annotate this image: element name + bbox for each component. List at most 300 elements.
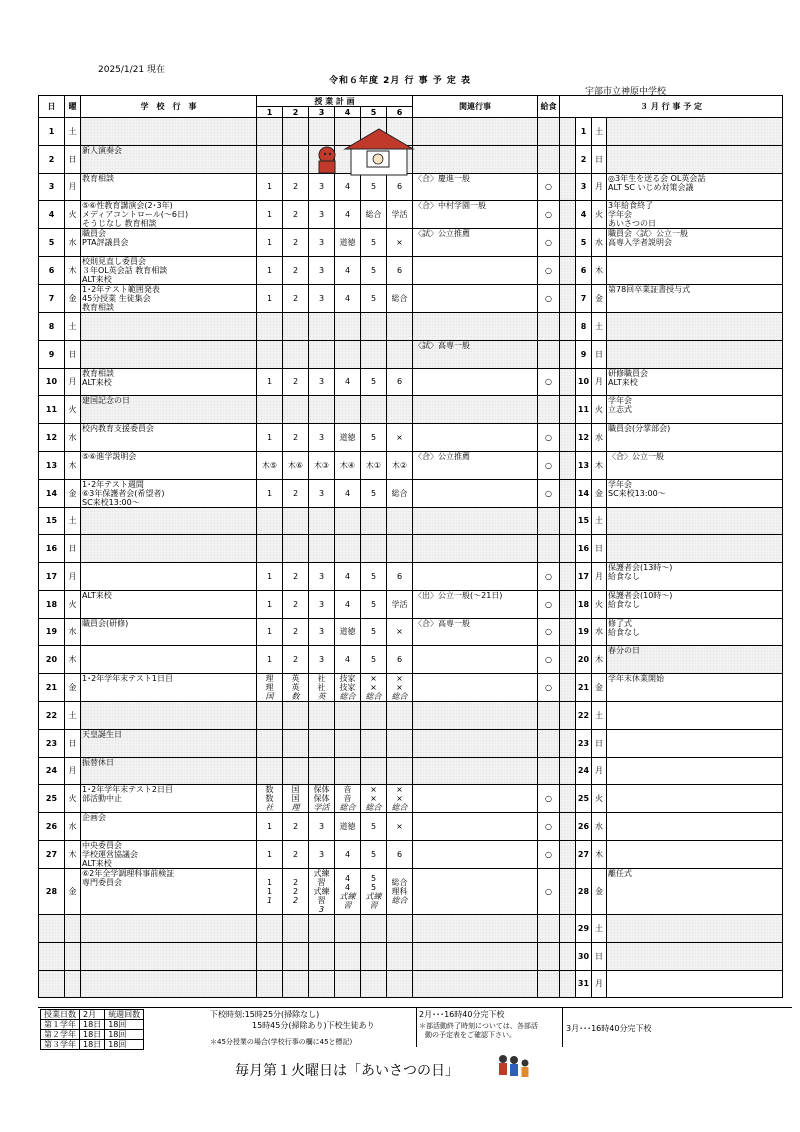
- march-weekday-cell: 日: [592, 145, 607, 173]
- march-weekday-cell: 日: [592, 340, 607, 368]
- march-event-cell: [607, 118, 783, 146]
- period-cell: [335, 340, 361, 368]
- page-title: 令和６年度 2月 行 事 予 定 表: [328, 76, 472, 86]
- weekday-cell: 日: [65, 729, 81, 757]
- weekday-cell: 火: [65, 785, 81, 813]
- period-cell: 5: [361, 646, 387, 674]
- separator-cell: [560, 942, 576, 970]
- march-weekday-cell: 水: [592, 618, 607, 646]
- event-line: 職員会(研修): [82, 618, 129, 628]
- summary-cell: 18回: [105, 1020, 144, 1030]
- separator-cell: [560, 118, 576, 146]
- period-cell: [309, 729, 335, 757]
- separator-cell: [560, 424, 576, 452]
- event-line: ⑥2年全学調理科事前検証: [82, 869, 175, 878]
- school-event-cell: [81, 118, 257, 146]
- march-event-cell: [607, 145, 783, 173]
- period-cell: [257, 757, 283, 785]
- day-cell: 15: [39, 507, 65, 535]
- event-line: PTA評議員会: [82, 238, 129, 248]
- school-event-cell: [81, 145, 257, 173]
- period-cell: [283, 757, 309, 785]
- related-event-cell: [413, 563, 538, 591]
- weekday-cell: 金: [65, 674, 81, 702]
- period-line: ×: [370, 683, 377, 692]
- period-cell: [387, 729, 413, 757]
- period-cell: [257, 702, 283, 730]
- related-event-cell: [413, 869, 538, 915]
- period-cell: [257, 785, 283, 813]
- event-line: 部活動中止: [82, 794, 122, 804]
- separator-cell: [560, 785, 576, 813]
- day-cell: 20: [39, 646, 65, 674]
- table-row: [39, 229, 783, 257]
- period-cell: [361, 507, 387, 535]
- march-weekday-cell: 木: [592, 646, 607, 674]
- event-line: ⑤⑥進学説明会: [82, 451, 137, 461]
- weekday-cell: [65, 970, 81, 998]
- period-cell: [309, 915, 335, 943]
- related-event-cell: [413, 118, 538, 146]
- period-cell: [361, 340, 387, 368]
- event-line: 建国記念の日: [82, 396, 130, 406]
- period-cell: [257, 942, 283, 970]
- period-cell: [335, 729, 361, 757]
- march-event-cell: [607, 313, 783, 341]
- lunch-cell: ○: [538, 813, 560, 841]
- event-line: 振替休日: [82, 757, 114, 767]
- period-cell: 2: [283, 368, 309, 396]
- period-cell: 学活: [387, 590, 413, 618]
- table-row: [39, 340, 783, 368]
- weekday-cell: 月: [65, 563, 81, 591]
- related-event-cell: [413, 915, 538, 943]
- march-weekday-cell: 月: [592, 563, 607, 591]
- period-cell: [283, 313, 309, 341]
- period-cell: [335, 507, 361, 535]
- march-event-cell: [607, 618, 783, 646]
- period-cell: [361, 674, 387, 702]
- period-cell: [309, 340, 335, 368]
- related-event-cell: [413, 942, 538, 970]
- table-row: [39, 285, 783, 313]
- march-day-cell: 4: [576, 201, 592, 229]
- period-cell: 2: [283, 229, 309, 257]
- weekday-cell: 水: [65, 424, 81, 452]
- period-line: 1: [266, 878, 273, 887]
- march-weekday-cell: 水: [592, 813, 607, 841]
- school-event-cell: [81, 757, 257, 785]
- separator-cell: [560, 479, 576, 507]
- lunch-cell: [538, 145, 560, 173]
- weekday-cell: 月: [65, 757, 81, 785]
- separator-cell: [560, 813, 576, 841]
- table-row: [39, 674, 783, 702]
- march-event-cell: [607, 563, 783, 591]
- day-cell: 28: [39, 869, 65, 915]
- march-event-cell: [607, 201, 783, 229]
- period-cell: 1: [257, 841, 283, 869]
- weekday-cell: [65, 915, 81, 943]
- event-line: 教育相談: [82, 303, 114, 312]
- separator-cell: [560, 869, 576, 915]
- period-cell: 5: [361, 813, 387, 841]
- separator-cell: [560, 618, 576, 646]
- event-line: 1･2年テスト範囲発表: [82, 285, 160, 294]
- period-cell: [257, 507, 283, 535]
- period-line: 1: [266, 896, 273, 905]
- march-weekday-cell: 月: [592, 970, 607, 998]
- period-line: 式練習: [313, 869, 330, 887]
- period-cell: [309, 757, 335, 785]
- event-line: 校内教育支援委員会: [82, 424, 154, 433]
- lunch-cell: [538, 729, 560, 757]
- period-cell: 4: [335, 173, 361, 201]
- lunch-cell: ○: [538, 869, 560, 915]
- weekday-cell: 日: [65, 535, 81, 563]
- lunch-cell: [538, 313, 560, 341]
- march-day-cell: 29: [576, 915, 592, 943]
- day-cell: 26: [39, 813, 65, 841]
- period-cell: 3: [309, 563, 335, 591]
- day-cell: 24: [39, 757, 65, 785]
- period-cell: [257, 729, 283, 757]
- lesson-days-table: [40, 1009, 144, 1050]
- col-header-day: 日: [39, 96, 65, 118]
- period-cell: 総合: [387, 479, 413, 507]
- lunch-cell: ○: [538, 563, 560, 591]
- period-line: 式練習: [313, 887, 330, 905]
- period-cell: 1: [257, 257, 283, 285]
- period-line: 数: [291, 692, 300, 701]
- period-cell: 6: [387, 563, 413, 591]
- march-day-cell: 22: [576, 702, 592, 730]
- event-line: 1･2年学年末テスト1日目: [82, 674, 173, 683]
- event-line: 校則見直し委員会: [82, 257, 146, 266]
- period-cell: [335, 942, 361, 970]
- period-line: 英: [291, 674, 300, 683]
- march-weekday-cell: 火: [592, 785, 607, 813]
- children-illustration: [496, 1052, 534, 1082]
- march-event-line: 職員会〈試〉公立一般: [608, 229, 688, 239]
- march-event-cell: [607, 970, 783, 998]
- weekday-cell: 火: [65, 396, 81, 424]
- period-number: 6: [387, 107, 413, 118]
- period-line: 総合: [391, 878, 408, 887]
- period-cell: 3: [309, 257, 335, 285]
- related-event-cell: [413, 479, 538, 507]
- period-cell: 5: [361, 285, 387, 313]
- period-cell: 5: [361, 368, 387, 396]
- lunch-cell: ○: [538, 646, 560, 674]
- march-weekday-cell: 金: [592, 674, 607, 702]
- period-cell: [387, 869, 413, 915]
- period-cell: [387, 785, 413, 813]
- day-cell: 17: [39, 563, 65, 591]
- school-event-cell: [81, 646, 257, 674]
- period-line: 総合: [391, 692, 408, 701]
- period-cell: 1: [257, 229, 283, 257]
- event-line: 専門委員会: [82, 878, 122, 887]
- day-cell: 1: [39, 118, 65, 146]
- march-event-line: 学年会: [608, 210, 632, 220]
- event-line: ALT来校: [82, 377, 112, 387]
- weekday-cell: 木: [65, 257, 81, 285]
- day-cell: 18: [39, 590, 65, 618]
- period-cell: [283, 396, 309, 424]
- march-event-cell: [607, 869, 783, 915]
- period-cell: [361, 785, 387, 813]
- school-event-cell: [81, 340, 257, 368]
- event-line: 新人演奏会: [82, 145, 122, 155]
- march-day-cell: 21: [576, 674, 592, 702]
- day-cell: 9: [39, 340, 65, 368]
- event-line: 学校運営協議会: [82, 850, 138, 859]
- period-cell: 3: [309, 173, 335, 201]
- period-cell: 1: [257, 479, 283, 507]
- march-weekday-cell: 火: [592, 201, 607, 229]
- period-line: 国: [265, 692, 274, 701]
- period-line: 数: [265, 785, 274, 795]
- period-number: 4: [335, 107, 361, 118]
- march-weekday-cell: 木: [592, 257, 607, 285]
- period-cell: [257, 869, 283, 915]
- period-cell: [283, 785, 309, 813]
- march-event-line: 立志式: [608, 405, 632, 415]
- period-line: 総合: [365, 803, 382, 813]
- col-header-periods: 授 業 計 画: [257, 96, 413, 107]
- period-cell: 3: [309, 424, 335, 452]
- lunch-cell: ○: [538, 785, 560, 813]
- summary-cell: 第１学年: [41, 1020, 80, 1030]
- period-cell: [309, 535, 335, 563]
- period-cell: 3: [309, 590, 335, 618]
- separator-cell: [560, 285, 576, 313]
- separator-cell: [560, 535, 576, 563]
- period-cell: 木①: [361, 451, 387, 479]
- march-event-line: 3年給食終了: [608, 201, 654, 211]
- table-row: [39, 368, 783, 396]
- period-line: 総合: [339, 692, 356, 701]
- march-day-cell: 28: [576, 869, 592, 915]
- table-row: [39, 590, 783, 618]
- period-line: 保体: [313, 785, 330, 795]
- period-line: ×: [370, 794, 377, 804]
- related-event-cell: [413, 368, 538, 396]
- weekday-cell: 土: [65, 313, 81, 341]
- march-weekday-cell: 水: [592, 229, 607, 257]
- period-line: ×: [396, 674, 403, 683]
- related-event-cell: 〈試〉公立推薦: [413, 229, 538, 257]
- period-cell: ×: [387, 618, 413, 646]
- march-day-cell: 17: [576, 563, 592, 591]
- footer-note: 毎月第１火曜日は「あいさつの日」: [235, 1063, 459, 1079]
- period-cell: [387, 915, 413, 943]
- table-row: [39, 757, 783, 785]
- period-cell: [257, 145, 283, 173]
- leave-time-2: 15時45分(掃除あり)下校生徒あり: [252, 1021, 375, 1030]
- weekday-cell: 土: [65, 118, 81, 146]
- period-cell: 木④: [335, 451, 361, 479]
- period-cell: [361, 757, 387, 785]
- day-cell: 3: [39, 173, 65, 201]
- table-row: [39, 813, 783, 841]
- period-line: 音: [343, 785, 352, 795]
- period-line: 4: [344, 882, 351, 892]
- lunch-cell: ○: [538, 285, 560, 313]
- march-event-cell: [607, 729, 783, 757]
- period-cell: [387, 942, 413, 970]
- march-event-cell: [607, 702, 783, 730]
- school-name: 宇部市立神原中学校: [585, 87, 667, 97]
- period-line: 3: [318, 905, 325, 914]
- day-cell: 25: [39, 785, 65, 813]
- period-cell: [309, 313, 335, 341]
- period-cell: [283, 915, 309, 943]
- period-cell: 3: [309, 479, 335, 507]
- day-cell: 10: [39, 368, 65, 396]
- separator-cell: [560, 145, 576, 173]
- separator-cell: [560, 729, 576, 757]
- school-event-cell: [81, 451, 257, 479]
- club-leave-feb: 2月･･･16時40分完下校: [419, 1010, 505, 1019]
- day-cell: 5: [39, 229, 65, 257]
- period-cell: 道徳: [335, 618, 361, 646]
- march-weekday-cell: 土: [592, 118, 607, 146]
- period-cell: 4: [335, 590, 361, 618]
- march-event-line: 研修職員会: [608, 368, 648, 378]
- school-event-cell: [81, 674, 257, 702]
- summary-cell: 18回: [105, 1030, 144, 1040]
- period-line: 社: [317, 674, 326, 683]
- summary-header: 2月: [80, 1010, 105, 1020]
- separator-cell: [560, 368, 576, 396]
- march-weekday-cell: 金: [592, 869, 607, 915]
- separator-cell: [560, 257, 576, 285]
- summary-cell: 第３学年: [41, 1040, 80, 1050]
- period-cell: 1: [257, 813, 283, 841]
- related-event-cell: [413, 702, 538, 730]
- related-event-cell: 〈合〉中村学園一般: [413, 201, 538, 229]
- march-weekday-cell: 土: [592, 507, 607, 535]
- separator-cell: [560, 313, 576, 341]
- table-row: [39, 702, 783, 730]
- lunch-cell: ○: [538, 451, 560, 479]
- period-cell: [309, 785, 335, 813]
- summary-cell: 18日: [80, 1020, 105, 1030]
- period-line: 2: [292, 887, 299, 896]
- period-cell: 5: [361, 618, 387, 646]
- related-event-cell: 〈合〉慶進一般: [413, 173, 538, 201]
- school-event-cell: [81, 229, 257, 257]
- period-cell: [309, 970, 335, 998]
- lunch-cell: ○: [538, 201, 560, 229]
- period-cell: [335, 757, 361, 785]
- summary-area: [38, 1007, 792, 1048]
- period-cell: 6: [387, 841, 413, 869]
- lunch-cell: [538, 970, 560, 998]
- march-weekday-cell: 木: [592, 841, 607, 869]
- period-cell: 6: [387, 173, 413, 201]
- period-cell: [335, 535, 361, 563]
- lunch-cell: [538, 507, 560, 535]
- period-cell: 6: [387, 646, 413, 674]
- march-weekday-cell: 土: [592, 702, 607, 730]
- day-cell: 4: [39, 201, 65, 229]
- march-weekday-cell: 土: [592, 915, 607, 943]
- school-event-cell: [81, 424, 257, 452]
- period-cell: 4: [335, 563, 361, 591]
- note-45min: ＊45分授業の場合(学校行事の欄に45と標記): [210, 1038, 353, 1046]
- march-event-cell: [607, 173, 783, 201]
- period-cell: 5: [361, 590, 387, 618]
- event-line: ⑤⑥性教育講演会(2･3年): [82, 201, 173, 211]
- period-cell: 3: [309, 813, 335, 841]
- schedule-table: [38, 95, 783, 998]
- period-cell: [335, 702, 361, 730]
- period-cell: 1: [257, 173, 283, 201]
- march-event-line: ALT来校: [608, 377, 638, 387]
- march-day-cell: 15: [576, 507, 592, 535]
- period-cell: 5: [361, 841, 387, 869]
- weekday-cell: 月: [65, 173, 81, 201]
- period-cell: [257, 674, 283, 702]
- period-line: 2: [292, 878, 299, 887]
- period-line: 社: [265, 803, 274, 813]
- related-event-cell: [413, 285, 538, 313]
- period-cell: 2: [283, 285, 309, 313]
- march-day-cell: 31: [576, 970, 592, 998]
- march-event-cell: [607, 590, 783, 618]
- lunch-cell: ○: [538, 257, 560, 285]
- period-cell: [387, 970, 413, 998]
- related-event-cell: 〈出〉公立一般(～21日): [413, 590, 538, 618]
- period-cell: [283, 340, 309, 368]
- period-line: 保体: [313, 794, 330, 804]
- march-weekday-cell: 木: [592, 451, 607, 479]
- march-event-cell: [607, 451, 783, 479]
- weekday-cell: 水: [65, 813, 81, 841]
- period-cell: 2: [283, 841, 309, 869]
- day-cell: 21: [39, 674, 65, 702]
- period-line: 5: [370, 873, 377, 883]
- period-cell: 5: [361, 424, 387, 452]
- event-line: 45分授業 生徒集会: [82, 294, 151, 303]
- period-cell: 2: [283, 257, 309, 285]
- period-cell: 4: [335, 201, 361, 229]
- march-day-cell: 20: [576, 646, 592, 674]
- period-cell: [309, 869, 335, 915]
- period-cell: [309, 702, 335, 730]
- period-cell: [387, 535, 413, 563]
- school-event-cell: [81, 702, 257, 730]
- period-cell: [283, 702, 309, 730]
- march-event-line: ALT SC いじめ対策会議: [608, 182, 694, 192]
- event-line: 教育相談: [82, 173, 114, 183]
- table-row: [39, 785, 783, 813]
- table-row: [39, 535, 783, 563]
- period-cell: [309, 942, 335, 970]
- related-event-cell: [413, 785, 538, 813]
- march-day-cell: 18: [576, 590, 592, 618]
- period-number: 1: [257, 107, 283, 118]
- period-cell: [309, 674, 335, 702]
- march-day-cell: 26: [576, 813, 592, 841]
- event-line: ３年OL英会話 教育相談: [82, 266, 168, 275]
- separator-cell: [560, 590, 576, 618]
- table-row: [39, 942, 783, 970]
- day-cell: 7: [39, 285, 65, 313]
